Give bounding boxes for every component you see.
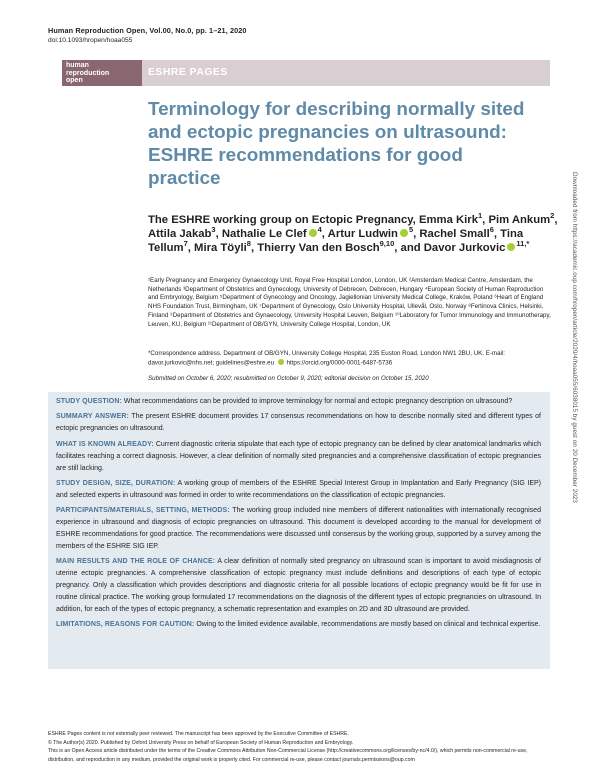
article-title: Terminology for describing normally sited and ectopic pregnancies on ultrasound: ESHRE recommendations for good practice	[148, 99, 525, 189]
affil-sup: 2	[550, 211, 555, 221]
author-name: Artur Ludwin	[327, 228, 398, 240]
author-name: The ESHRE working group on Ectopic Pregnancy, Emma Kirk	[148, 214, 478, 226]
abstract-box	[48, 392, 550, 669]
abstract-paragraph	[56, 505, 541, 553]
abstract-heading: LIMITATIONS, REASONS FOR CAUTION:	[56, 621, 195, 629]
affil-sup: 6	[489, 225, 494, 235]
orcid-icon[interactable]	[309, 229, 317, 237]
affil-sup: 8	[246, 239, 251, 249]
abstract-text: Current diagnostic criteria stipulate that each type of ectopic pregnancy can be defined by clear anatomical landmarks which facilitates reaching a correct diagnosis. However, a clear definition of normally sited pregnancies and a comprehensive classification of ectopic pregnancies are still lacking.	[56, 440, 542, 472]
orcid-icon[interactable]	[278, 359, 284, 365]
abstract-paragraph	[56, 619, 541, 631]
download-watermark-text: Downloaded from https://academic.oup.com/hropen/article/2020/4/hoaa055/6038015 by guest on 20 December 2023	[571, 172, 578, 503]
footer-line: © The Author(s) 2020. Published by Oxford University Press on behalf of European Society of Human Reproduction and Embryology.	[48, 739, 354, 746]
correspondence-text: *Correspondence address. Department of OB/GYN, University College Hospital, 235 Euston Road, London NW1 2BU, UK. E-mail: davor.jurkovic@nhs.net; guidelines@eshre.eu	[148, 350, 505, 367]
abstract-paragraph	[56, 556, 541, 616]
abstract-text: The present ESHRE document provides 17 consensus recommendations on how to describe normally sited and different types of ectopic pregnancies on ultrasound.	[56, 413, 541, 433]
abstract-text: A working group of members of the ESHRE Special Interest Group in Implantation and Early Pregnancy (SIG IEP) and selected experts in ultrasound was formed in order to write recommendations on the classification of ectopic pregnancies.	[56, 479, 541, 499]
abstract-text: What recommendations can be provided to improve terminology for normal and ectopic pregnancy description on ultrasound?	[123, 398, 513, 405]
footer-line: ESHRE Pages content is not externally peer reviewed. The manuscript has been approved by the Executive Committee of ESHRE.	[48, 731, 349, 737]
abstract-paragraph	[56, 478, 541, 502]
journal-citation: Human Reproduction Open, Vol.00, No.0, pp. 1–21, 2020	[48, 26, 247, 35]
affil-sup: 7	[183, 239, 188, 249]
abstract-paragraph	[56, 439, 541, 475]
abstract-heading: PARTICIPANTS/MATERIALS, SETTING, METHODS:	[56, 507, 230, 515]
correspondence	[148, 350, 552, 368]
doi[interactable]: doi:10.1093/hropen/hoaa055	[48, 37, 133, 44]
logo-line-2: reproduction	[66, 69, 110, 77]
author-name: and Davor Jurkovic	[400, 242, 506, 254]
author-name: Mira Töyli	[194, 242, 247, 254]
abstract-text: The working group included nine members of different nationalities with internationally recognised experience in ultrasound and diagnosis of ectopic pregnancies on ultrasound. This document is developed according to the manual for development of ESHRE recommendations for good practice. The recommendations were discussed until consensus by the working group, supported by a survey among the members of the ESHRE SIG IEP.	[56, 507, 541, 550]
footer-notes	[48, 730, 550, 764]
abstract-heading: SUMMARY ANSWER:	[56, 413, 129, 421]
orcid-icon[interactable]	[507, 243, 515, 251]
affil-sup: 3	[211, 225, 216, 235]
author-name: Attila Jakab	[148, 228, 212, 240]
affil-sup: 5	[408, 225, 414, 235]
author-name: Nathalie Le Clef	[221, 228, 307, 240]
journal-logo	[62, 60, 142, 86]
abstract-paragraph	[56, 411, 541, 435]
submission-dates: Submitted on October 6, 2020; resubmitted on October 9, 2020; editorial decision on October 15, 2020	[148, 375, 429, 382]
affil-sup: 11,*	[516, 239, 530, 249]
affil-sup: 9,10	[379, 239, 395, 249]
footer-line: This is an Open Access article distributed under the terms of the Creative Commons Attribution Non-Commercial License (http://creativecommons.org/licenses/by-nc/4.0/), which permits non-commercial re-use, distribution, and reproduction in any medium, provided the original work is properly cited. For commercial re-use, please contact journals.permissions@oup.com	[48, 748, 528, 763]
logo-line-1: human	[66, 62, 89, 69]
author-name: Tina Tellum	[148, 228, 524, 254]
affiliations: ¹Early Pregnancy and Emergency Gynaecology Unit, Royal Free Hospital London, London, UK ²Amsterdam Medical Centre, Amsterdam, the Netherlands ³Department of Obstetrics and Gynecology, University of Debrecen, Debrecen, Hungary ⁴European Society of Human Reproduction and Embryology, Belgium ⁵Department of Gynecology and Oncology, Jagiellonian University Medical College, Kraków, Poland ⁶Heart of England NHS Foundation Trust, Birmingham, UK ⁷Department of Gynecology, Oslo University Hospital, Ullevål, Oslo, Norway ⁸Fertinova Clinics, Helsinki, Finland ⁹Department of Obstetrics and Gynaecology, University Hospital Leuven, Belgium ¹⁰Laboratory for Tumor Immunology and Immunotherapy, Leuven, KU, Belgium ¹¹Department of OB/GYN, University College Hospital, London, UK	[148, 277, 551, 328]
author-list: The ESHRE working group on Ectopic Pregnancy, Emma Kirk$^1$, Pim Ankum$^2$, Attila Jakab$^3$, Nathalie Le Clef $^4$, Artur Ludwin $^5$, Rachel Small$^6$, Tina Tellum$^7$, Mira Töyli$^8$, Thierry Van den Bosch$^{9,10}$, and Davor Jurkovic $^{11,*}$	[148, 211, 558, 254]
abstract-heading: STUDY QUESTION:	[56, 398, 122, 405]
author-name: Rachel Small	[419, 228, 490, 240]
abstract-heading: WHAT IS KNOWN ALREADY:	[56, 440, 154, 448]
affil-sup: 1	[477, 211, 483, 221]
abstract-text: Owing to the limited evidence available, recommendations are mostly based on clinical and technical expertise.	[196, 621, 541, 629]
section-label: ESHRE PAGES	[142, 60, 550, 86]
abstract-heading: STUDY DESIGN, SIZE, DURATION:	[56, 479, 176, 487]
orcid-icon[interactable]	[400, 229, 408, 237]
affil-sup: 4	[317, 225, 322, 235]
abstract-text: A clear definition of normally sited pregnancy on ultrasound scan is important to avoid misdiagnosis of uterine ectopic pregnancies. A comprehensive classification of ectopic pregnancy must include definitions and descriptions of each type of ectopic pregnancy. Only a classification which provides descriptions and diagnostic criteria for all possible locations of ectopic pregnancy would be fit for use in routine clinical practice. The working group formulated 17 recommendations on the diagnosis of the different types of ectopic pregnancies on ultrasound. In addition, for each of the types of ectopic pregnancy, a schematic representation and examples on 2D and 3D ultrasound are provided.	[56, 558, 542, 613]
orcid-link[interactable]: https://orcid.org/0000-0001-6487-5736	[286, 359, 393, 367]
abstract-paragraph	[56, 396, 541, 408]
author-name: Pim Ankum	[488, 214, 551, 226]
logo-line-3: open	[66, 77, 83, 85]
abstract-heading: MAIN RESULTS AND THE ROLE OF CHANCE:	[56, 558, 216, 566]
author-name: Thierry Van den Bosch	[257, 242, 380, 254]
